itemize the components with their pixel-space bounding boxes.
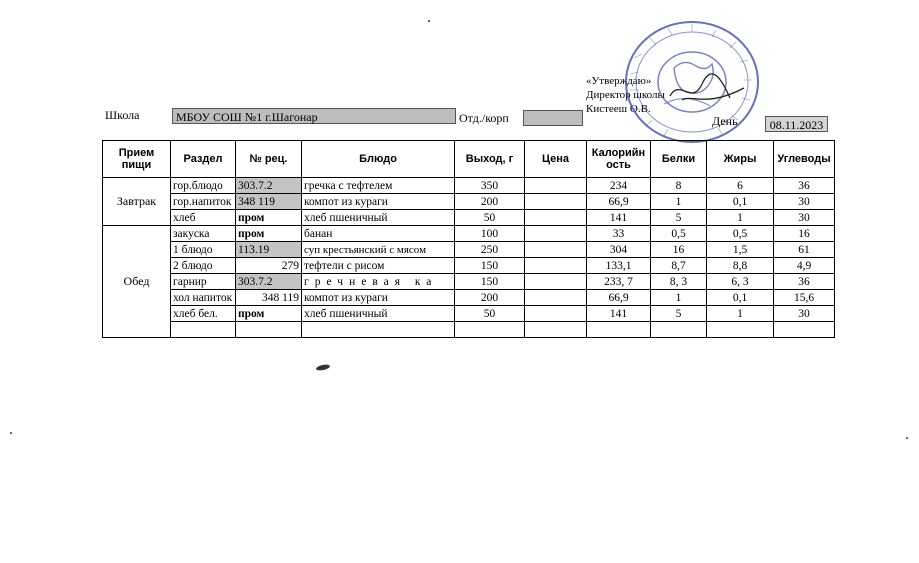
carbs-cell: 30 [774, 306, 835, 322]
output-cell: 250 [455, 242, 525, 258]
scan-speck [428, 20, 430, 22]
price-cell [525, 210, 587, 226]
recipe-cell: 303.7.2 [236, 274, 302, 290]
recipe-cell: 113.19 [236, 242, 302, 258]
day-label: День [712, 114, 738, 128]
kcal-cell [587, 322, 651, 338]
dish-cell: компот из кураги [302, 194, 455, 210]
output-cell: 50 [455, 210, 525, 226]
school-label: Школа [105, 108, 140, 122]
kcal-cell: 141 [587, 210, 651, 226]
carbs-cell: 30 [774, 210, 835, 226]
price-cell [525, 290, 587, 306]
table-row [103, 178, 835, 194]
section-cell: хол напиток [171, 290, 236, 306]
protein-cell: 16 [651, 242, 707, 258]
price-cell [525, 306, 587, 322]
carbs-cell: 61 [774, 242, 835, 258]
carbs-cell: 15,6 [774, 290, 835, 306]
meal-cell: Обед [103, 226, 171, 338]
dish-cell: гречка с тефтелем [302, 178, 455, 194]
protein-cell: 5 [651, 210, 707, 226]
fat-cell: 1 [707, 306, 774, 322]
approval-line-2: Директор школы [586, 89, 665, 101]
fat-cell: 0,1 [707, 194, 774, 210]
output-cell: 350 [455, 178, 525, 194]
price-cell [525, 258, 587, 274]
output-cell: 150 [455, 274, 525, 290]
fat-cell: 1 [707, 210, 774, 226]
section-cell: гор.напиток [171, 194, 236, 210]
protein-cell: 1 [651, 290, 707, 306]
table-row [103, 322, 835, 338]
protein-cell: 8,7 [651, 258, 707, 274]
department-field[interactable] [523, 110, 583, 126]
section-cell: гарнир [171, 274, 236, 290]
col-header: Выход, г [455, 141, 525, 178]
fat-cell: 1,5 [707, 242, 774, 258]
table-row [103, 194, 835, 210]
section-cell: хлеб бел. [171, 306, 236, 322]
fat-cell: 6 [707, 178, 774, 194]
col-header: № рец. [236, 141, 302, 178]
scan-speck [906, 437, 908, 439]
fat-cell: 0,5 [707, 226, 774, 242]
col-header: Белки [651, 141, 707, 178]
carbs-cell: 16 [774, 226, 835, 242]
table-row [103, 274, 835, 290]
fat-cell: 8,8 [707, 258, 774, 274]
fat-cell: 6, 3 [707, 274, 774, 290]
section-cell: 2 блюдо [171, 258, 236, 274]
protein-cell: 5 [651, 306, 707, 322]
col-header: Цена [525, 141, 587, 178]
table-row [103, 258, 835, 274]
recipe-cell [236, 322, 302, 338]
recipe-cell: пром [236, 226, 302, 242]
dish-cell [302, 322, 455, 338]
fat-cell [707, 322, 774, 338]
price-cell [525, 178, 587, 194]
protein-cell: 8 [651, 178, 707, 194]
price-cell [525, 242, 587, 258]
dish-cell: хлеб пшеничный [302, 210, 455, 226]
dish-cell: гречневая ка [302, 274, 455, 290]
output-cell: 200 [455, 194, 525, 210]
scan-speck [316, 364, 331, 372]
carbs-cell: 36 [774, 274, 835, 290]
kcal-cell: 66,9 [587, 194, 651, 210]
section-cell [171, 322, 236, 338]
output-cell [455, 322, 525, 338]
protein-cell: 0,5 [651, 226, 707, 242]
fat-cell: 0,1 [707, 290, 774, 306]
school-field[interactable]: МБОУ СОШ №1 г.Шагонар [172, 108, 456, 124]
kcal-cell: 66,9 [587, 290, 651, 306]
date-field[interactable]: 08.11.2023 [765, 116, 828, 132]
dish-cell: компот из кураги [302, 290, 455, 306]
approval-line-1: «Утверждаю» [586, 75, 652, 87]
kcal-cell: 141 [587, 306, 651, 322]
price-cell [525, 226, 587, 242]
protein-cell: 8, 3 [651, 274, 707, 290]
recipe-cell: 348 119 [236, 194, 302, 210]
recipe-cell: 279 [236, 258, 302, 274]
table-row [103, 226, 835, 242]
dish-cell: тефтели с рисом [302, 258, 455, 274]
dish-cell: суп крестьянский с мясом [302, 242, 455, 258]
department-label: Отд./корп [459, 111, 509, 125]
col-header: Углеводы [774, 141, 835, 178]
output-cell: 50 [455, 306, 525, 322]
table-row [103, 242, 835, 258]
col-header: Жиры [707, 141, 774, 178]
section-cell: хлеб [171, 210, 236, 226]
kcal-cell: 234 [587, 178, 651, 194]
price-cell [525, 274, 587, 290]
menu-table [102, 140, 835, 338]
output-cell: 200 [455, 290, 525, 306]
carbs-cell: 36 [774, 178, 835, 194]
table-header-row [103, 141, 835, 178]
dish-cell: банан [302, 226, 455, 242]
approval-line-3: Кистееш О.В. [586, 103, 651, 115]
carbs-cell [774, 322, 835, 338]
dish-cell: хлеб пшеничный [302, 306, 455, 322]
kcal-cell: 233, 7 [587, 274, 651, 290]
table-row [103, 290, 835, 306]
protein-cell: 1 [651, 194, 707, 210]
table-row [103, 210, 835, 226]
recipe-cell: пром [236, 306, 302, 322]
col-header: Калорийность [587, 141, 651, 178]
carbs-cell: 30 [774, 194, 835, 210]
col-header: Прием пищи [103, 141, 171, 178]
protein-cell [651, 322, 707, 338]
recipe-cell: пром [236, 210, 302, 226]
section-cell: гор.блюдо [171, 178, 236, 194]
scan-speck [10, 432, 12, 434]
carbs-cell: 4,9 [774, 258, 835, 274]
section-cell: 1 блюдо [171, 242, 236, 258]
output-cell: 100 [455, 226, 525, 242]
official-seal-stamp [612, 18, 764, 150]
col-header: Раздел [171, 141, 236, 178]
table-row [103, 306, 835, 322]
kcal-cell: 133,1 [587, 258, 651, 274]
meal-cell: Завтрак [103, 178, 171, 226]
price-cell [525, 194, 587, 210]
kcal-cell: 304 [587, 242, 651, 258]
section-cell: закуска [171, 226, 236, 242]
recipe-cell: 303.7.2 [236, 178, 302, 194]
col-header: Блюдо [302, 141, 455, 178]
kcal-cell: 33 [587, 226, 651, 242]
price-cell [525, 322, 587, 338]
recipe-cell: 348 119 [236, 290, 302, 306]
output-cell: 150 [455, 258, 525, 274]
